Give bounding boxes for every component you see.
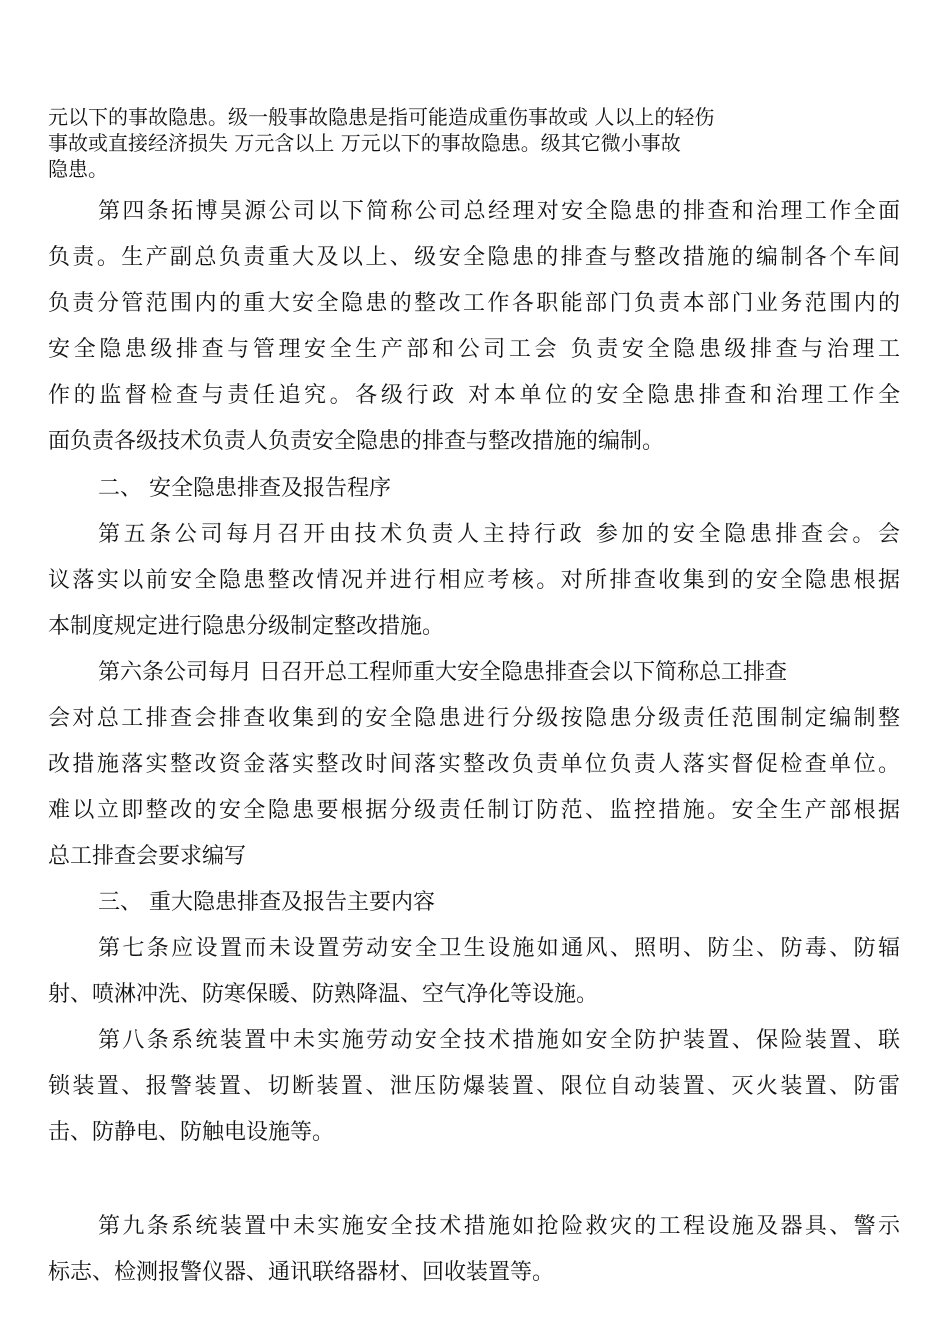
text-line: 改措施落实整改资金落实整改时间落实整改负责单位负责人落实督促检查单位。	[48, 752, 900, 777]
article-4-paragraph	[48, 189, 900, 465]
text-line: 隐患。	[48, 157, 108, 181]
text-line: 元以下的事故隐患。级一般事故隐患是指可能造成重伤事故或 人以上的轻伤	[48, 105, 715, 129]
article-8-paragraph	[48, 1018, 900, 1156]
text-line: 事故或直接经济损失 万元含以上 万元以下的事故隐患。级其它微小事故	[48, 131, 681, 155]
text-line: 负责。生产副总负责重大及以上、级安全隐患的排查与整改措施的编制各个车间	[48, 245, 900, 270]
article-5-paragraph	[48, 512, 900, 650]
text-line: 负责分管范围内的重大安全隐患的整改工作各职能部门负责本部门业务范围内的	[48, 291, 900, 316]
text-line: 标志、检测报警仪器、通讯联络器材、回收装置等。	[48, 1260, 555, 1285]
text-line: 第六条公司每月 日召开总工程师重大安全隐患排查会以下简称总工排查	[98, 660, 787, 685]
text-line: 议落实以前安全隐患整改情况并进行相应考核。对所排查收集到的安全隐患根据	[48, 568, 900, 593]
text-line: 第四条拓博昊源公司以下简称公司总经理对安全隐患的排查和治理工作全面	[98, 199, 900, 224]
text-line: 击、防静电、防触电设施等。	[48, 1120, 335, 1145]
text-line: 作的监督检查与责任追究。各级行政 对本单位的安全隐患排查和治理工作全	[48, 383, 900, 408]
continuation-paragraph	[48, 104, 808, 182]
text-line: 射、喷淋冲洗、防寒保暖、防熟降温、空气净化等设施。	[48, 982, 599, 1007]
article-9-paragraph	[48, 1204, 900, 1296]
text-line: 面负责各级技术负责人负责安全隐患的排查与整改措施的编制。	[48, 429, 665, 454]
text-line: 锁装置、报警装置、切断装置、泄压防爆装置、限位自动装置、灭火装置、防雷	[48, 1074, 900, 1099]
text-line: 难以立即整改的安全隐患要根据分级责任制订防范、监控措施。安全生产部根据	[48, 798, 900, 823]
text-line: 第五条公司每月召开由技术负责人主持行政 参加的安全隐患排查会。会	[98, 522, 900, 547]
article-6-paragraph	[48, 650, 900, 880]
text-line: 安全隐患级排查与管理安全生产部和公司工会 负责安全隐患级排查与治理工	[48, 337, 900, 362]
text-line: 总工排查会要求编写	[48, 844, 247, 869]
text-line: 会对总工排查会排查收集到的安全隐患进行分级按隐患分级责任范围制定编制整	[48, 706, 900, 731]
article-7-paragraph	[48, 926, 900, 1018]
section-heading-3: 三、 重大隐患排查及报告主要内容	[98, 890, 435, 915]
text-line: 第九条系统装置中未实施安全技术措施如抢险救灾的工程设施及器具、警示	[98, 1214, 900, 1239]
text-line: 本制度规定进行隐患分级制定整改措施。	[48, 614, 445, 639]
section-heading-2: 二、 安全隐患排查及报告程序	[98, 476, 391, 501]
text-line: 第七条应设置而未设置劳动安全卫生设施如通风、照明、防尘、防毒、防辐	[98, 936, 900, 961]
text-line: 第八条系统装置中未实施劳动安全技术措施如安全防护装置、保险装置、联	[98, 1028, 900, 1053]
